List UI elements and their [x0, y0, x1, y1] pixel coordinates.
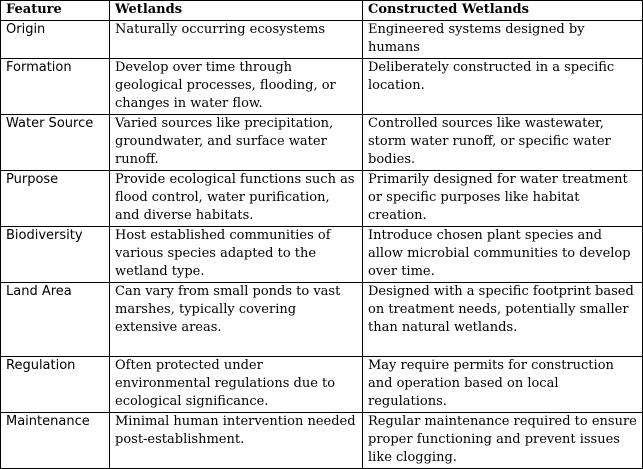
wetlands-cell: Develop over time through geological processes, flooding, or changes in water flow.	[110, 59, 363, 115]
wetlands-cell: Can vary from small ponds to vast marshes, typically covering extensive areas.	[110, 283, 363, 357]
feature-cell: Origin	[1, 21, 110, 59]
constructed-cell: Controlled sources like wastewater, storm water runoff, or specific water bodies.	[363, 115, 643, 171]
header-row	[1, 1, 643, 21]
table-row	[1, 59, 643, 115]
wetlands-cell: Host established communities of various species adapted to the wetland type.	[110, 227, 363, 283]
feature-cell: Biodiversity	[1, 227, 110, 283]
wetlands-cell: Often protected under environmental regulations due to ecological significance.	[110, 357, 363, 413]
table-row	[1, 413, 643, 469]
table-row	[1, 227, 643, 283]
wetlands-cell: Provide ecological functions such as flood control, water purification, and diverse habitats.	[110, 171, 363, 227]
table-row	[1, 283, 643, 357]
feature-cell: Water Source	[1, 115, 110, 171]
table-row	[1, 21, 643, 59]
header-feature: Feature	[1, 1, 110, 21]
constructed-cell: Designed with a specific footprint based on treatment needs, potentially smaller than natural wetlands.	[363, 283, 643, 357]
header-constructed-wetlands: Constructed Wetlands	[363, 1, 643, 21]
constructed-cell: Introduce chosen plant species and allow microbial communities to develop over time.	[363, 227, 643, 283]
wetlands-cell: Varied sources like precipitation, groundwater, and surface water runoff.	[110, 115, 363, 171]
table-row	[1, 171, 643, 227]
table-header	[1, 1, 643, 21]
wetlands-cell: Minimal human intervention needed post-establishment.	[110, 413, 363, 469]
feature-cell: Formation	[1, 59, 110, 115]
table-row	[1, 357, 643, 413]
feature-cell: Maintenance	[1, 413, 110, 469]
constructed-cell: Regular maintenance required to ensure proper functioning and prevent issues like clogging.	[363, 413, 643, 469]
wetlands-cell: Naturally occurring ecosystems	[110, 21, 363, 59]
constructed-cell: Deliberately constructed in a specific location.	[363, 59, 643, 115]
constructed-cell: Engineered systems designed by humans	[363, 21, 643, 59]
table-body	[1, 21, 643, 469]
constructed-cell: Primarily designed for water treatment or specific purposes like habitat creation.	[363, 171, 643, 227]
feature-cell: Land Area	[1, 283, 110, 357]
header-wetlands: Wetlands	[110, 1, 363, 21]
constructed-cell: May require permits for construction and operation based on local regulations.	[363, 357, 643, 413]
feature-cell: Regulation	[1, 357, 110, 413]
table-row	[1, 115, 643, 171]
feature-cell: Purpose	[1, 171, 110, 227]
